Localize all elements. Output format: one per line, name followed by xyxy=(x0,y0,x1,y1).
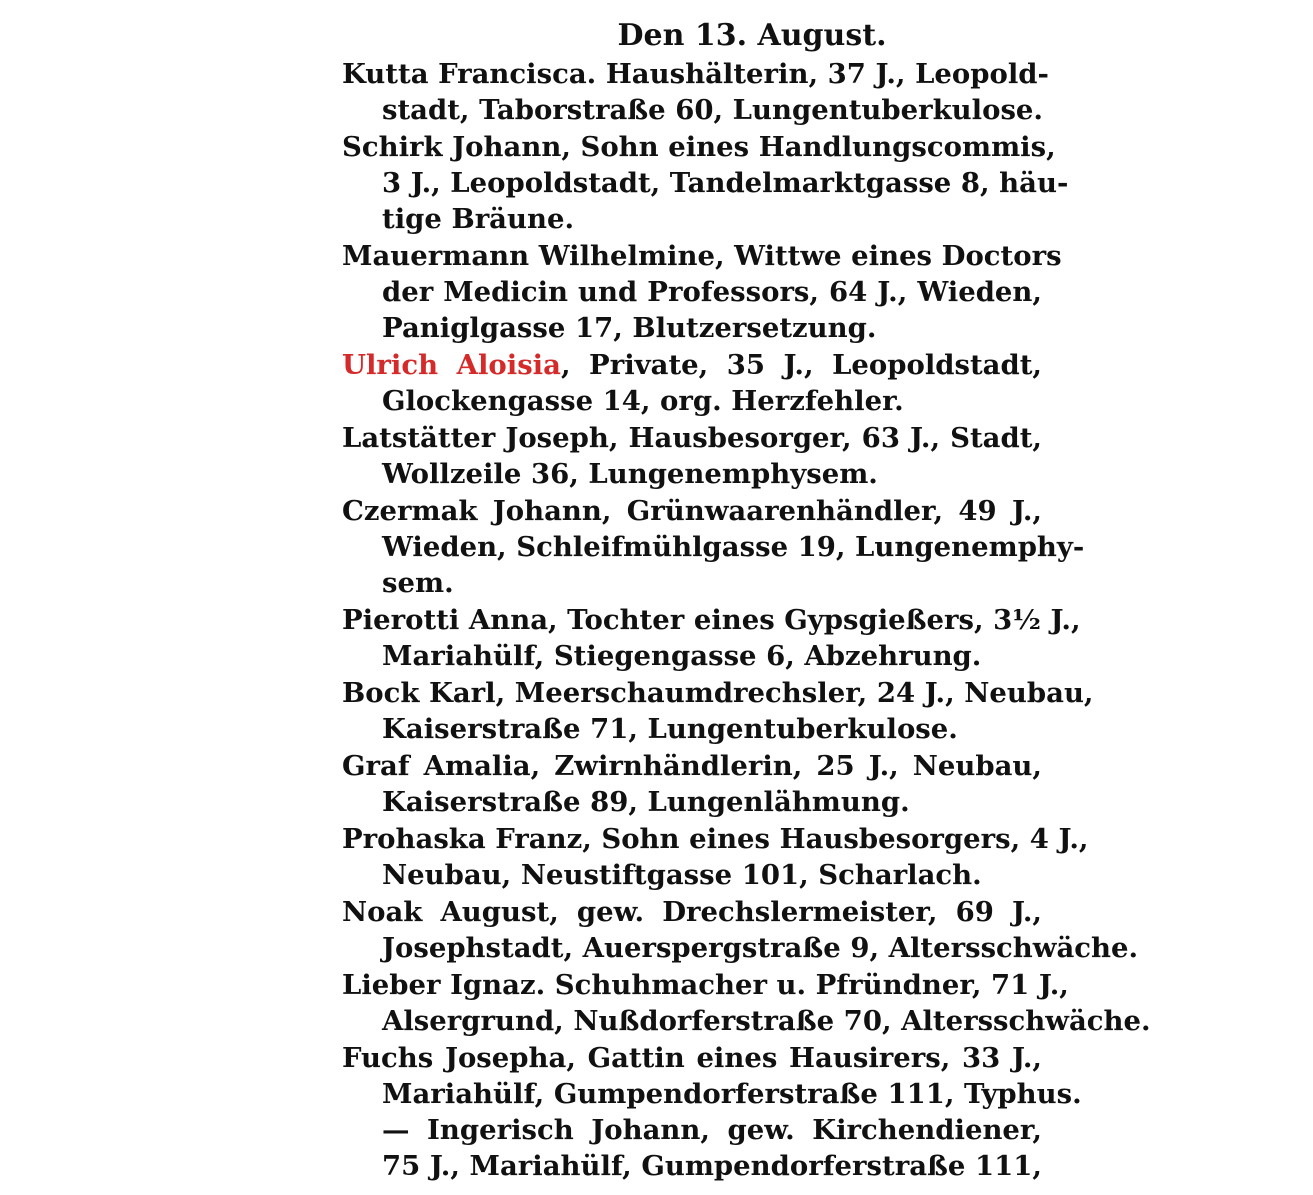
entry-line: Wollzeile 36, Lungenemphysem. xyxy=(382,458,878,490)
entry-line: Kutta Francisca. Haushälterin, 37 J., Leopold- xyxy=(342,58,1049,90)
entry-line: Latstätter Joseph, Hausbesorger, 63 J., Stadt, xyxy=(342,422,1042,454)
entry-line: der Medicin und Professors, 64 J., Wieden, xyxy=(382,276,1042,308)
entry-line: Paniglgasse 17, Blutzersetzung. xyxy=(382,312,877,344)
entry-line: Prohaska Franz, Sohn eines Hausbesorgers, 4 J., xyxy=(342,823,1089,855)
entry-line: 3 J., Leopoldstadt, Tandelmarktgasse 8, häu- xyxy=(382,167,1069,199)
entry-kutta xyxy=(342,56,1049,128)
entry-line: 75 J., Mariahülf, Gumpendorferstraße 111, xyxy=(382,1150,1042,1182)
entry-mauermann xyxy=(342,238,1062,346)
entry-line: Kaiserstraße 89, Lungenlähmung. xyxy=(382,786,910,818)
entry-line: Alsergrund, Nußdorferstraße 70, Altersschwäche. xyxy=(382,1005,1151,1037)
entry-line: — Ingerisch Johann, gew. Kirchendiener, xyxy=(382,1114,1042,1146)
entry-prohaska xyxy=(342,821,1089,893)
entry-fuchs xyxy=(342,1040,1082,1184)
highlighted-name: Ulrich Aloisia xyxy=(342,349,561,381)
entry-line: Josephstadt, Auerspergstraße 9, Altersschwäche. xyxy=(382,932,1139,964)
entry-line: Lieber Ignaz. Schuhmacher u. Pfründner, 71 J., xyxy=(342,969,1069,1001)
entry-line: Glockengasse 14, org. Herzfehler. xyxy=(382,385,904,417)
entry-line: sem. xyxy=(382,567,454,599)
entry-latstaetter xyxy=(342,420,1042,492)
entry-czermak xyxy=(342,493,1085,601)
entry-line: Mauermann Wilhelmine, Wittwe eines Doctors xyxy=(342,240,1062,272)
entry-schirk xyxy=(342,129,1069,237)
entry-line: tige Bräune. xyxy=(382,203,575,235)
entry-noak xyxy=(342,894,1139,966)
entry-line: Schirk Johann, Sohn eines Handlungscommis, xyxy=(342,131,1056,163)
entry-ulrich xyxy=(342,347,1042,419)
entry-graf xyxy=(342,748,1042,820)
entry-bock xyxy=(342,675,1094,747)
entry-line: Pierotti Anna, Tochter eines Gypsgießers, 3½ J., xyxy=(342,604,1081,636)
entry-line: Wieden, Schleifmühlgasse 19, Lungenemphy- xyxy=(382,531,1085,563)
entry-pierotti xyxy=(342,602,1081,674)
entry-line: Kaiserstraße 71, Lungentuberkulose. xyxy=(382,713,958,745)
entry-line: Mariahülf, Gumpendorferstraße 111, Typhus. xyxy=(382,1078,1082,1110)
date-heading: Den 13. August. xyxy=(617,18,887,53)
entry-line: Noak August, gew. Drechslermeister, 69 J., xyxy=(342,896,1042,928)
entry-line: Czermak Johann, Grünwaarenhändler, 49 J., xyxy=(342,495,1042,527)
entry-lieber xyxy=(342,967,1151,1039)
entry-line: Mariahülf, Stiegengasse 6, Abzehrung. xyxy=(382,640,982,672)
entry-line: Fuchs Josepha, Gattin eines Hausirers, 33 J., xyxy=(342,1042,1042,1074)
entry-line: stadt, Taborstraße 60, Lungentuberkulose. xyxy=(382,94,1044,126)
entry-line-rest: , Private, 35 J., Leopoldstadt, xyxy=(560,349,1043,381)
entry-line: Bock Karl, Meerschaumdrechsler, 24 J., Neubau, xyxy=(342,677,1094,709)
entry-line-highlighted xyxy=(342,347,1042,383)
entry-line: Graf Amalia, Zwirnhändlerin, 25 J., Neubau, xyxy=(342,750,1042,782)
entry-line: Neubau, Neustiftgasse 101, Scharlach. xyxy=(382,859,982,891)
document-page xyxy=(342,18,1151,1185)
